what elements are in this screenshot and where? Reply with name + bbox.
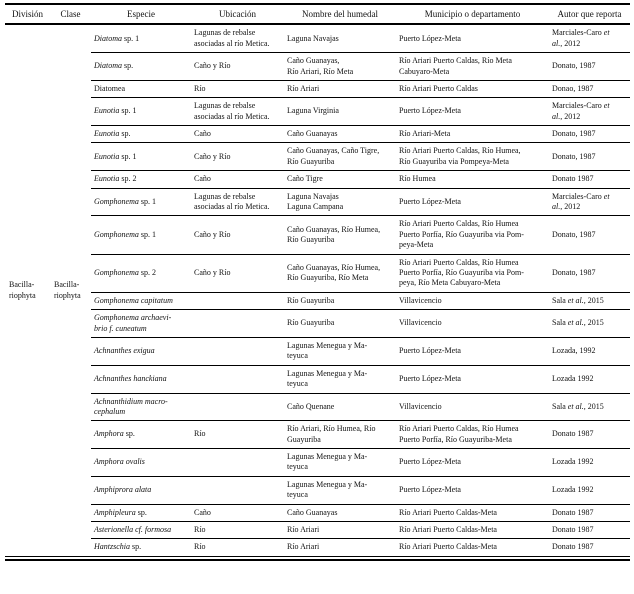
autor-cell: Donato 1987 [549, 421, 630, 449]
species-table [5, 3, 630, 557]
humedal-cell: Caño Tigre [284, 171, 396, 188]
municipio-cell: Puerto López-Meta [396, 337, 549, 365]
ubicacion-cell: Lagunas de rebalse asociadas al río Metica. [191, 188, 284, 216]
table-row [5, 188, 630, 216]
ubicacion-cell: Caño y Río [191, 216, 284, 254]
municipio-cell: Río Ariari Puerto Caldas, Río Meta Cabuyaro-Meta [396, 53, 549, 81]
table-row [5, 216, 630, 254]
humedal-cell: Laguna Virginia [284, 98, 396, 126]
ubicacion-cell: Río [191, 421, 284, 449]
autor-cell: Donato 1987 [549, 539, 630, 556]
ubicacion-cell: Caño [191, 504, 284, 521]
municipio-cell: Villavicencio [396, 393, 549, 421]
ubicacion-cell [191, 337, 284, 365]
header-clase: Clase [50, 4, 91, 24]
autor-cell: Donao, 1987 [549, 80, 630, 97]
clase-cell: Bacilla-riophyta [54, 280, 81, 300]
ubicacion-cell: Caño y Río [191, 254, 284, 292]
especie-cell: Eunotia sp. [91, 126, 191, 143]
municipio-cell: Río Humea [396, 171, 549, 188]
especie-cell: Achnanthidium macro- cephalum [91, 393, 191, 421]
humedal-cell: Caño Guanayas [284, 504, 396, 521]
autor-cell: Donato, 1987 [549, 216, 630, 254]
table-row [5, 449, 630, 477]
ubicacion-cell [191, 393, 284, 421]
header-especie: Especie [91, 4, 191, 24]
autor-cell: Sala et al., 2015 [549, 310, 630, 338]
municipio-cell: Río Ariari Puerto Caldas-Meta [396, 504, 549, 521]
municipio-cell: Río Ariari Puerto Caldas-Meta [396, 522, 549, 539]
ubicacion-cell: Caño y Río [191, 143, 284, 171]
humedal-cell: Lagunas Menegua y Ma- teyuca [284, 337, 396, 365]
especie-cell: Hantzschia sp. [91, 539, 191, 556]
table-row [5, 310, 630, 338]
humedal-cell: Río Ariari [284, 539, 396, 556]
ubicacion-cell: Caño [191, 171, 284, 188]
autor-cell: Donato, 1987 [549, 143, 630, 171]
ubicacion-cell: Lagunas de rebalse asociadas al río Metica. [194, 28, 270, 48]
humedal-cell: Caño Guanayas, Río Ariari, Río Meta [284, 53, 396, 81]
division-cell: Bacilla-riophyta [9, 280, 36, 300]
humedal-cell: Río Guayuriba [284, 310, 396, 338]
autor-cell: Lozada 1992 [549, 365, 630, 393]
table-row [5, 24, 630, 52]
municipio-cell: Río Ariari-Meta [396, 126, 549, 143]
table-row [5, 171, 630, 188]
especie-cell: Eunotia sp. 1 [91, 143, 191, 171]
especie-cell: Gomphonema sp. 1 [91, 216, 191, 254]
autor-cell: Donato 1987 [549, 171, 630, 188]
ubicacion-cell: Lagunas de rebalse asociadas al río Metica. [191, 98, 284, 126]
municipio-cell: Río Ariari Puerto Caldas, Río Humea Puerto Porfía, Río Guayuriba-Meta [396, 421, 549, 449]
ubicacion-cell [191, 449, 284, 477]
header-municipio: Municipio o departamento [396, 4, 549, 24]
especie-cell: Amphiprora alata [91, 476, 191, 504]
table-row [5, 393, 630, 421]
humedal-cell: Caño Guanayas, Caño Tigre, Río Guayuriba [284, 143, 396, 171]
especie-cell: Achnanthes hanckiana [91, 365, 191, 393]
especie-cell: Eunotia sp. 2 [91, 171, 191, 188]
ubicacion-cell [191, 310, 284, 338]
ubicacion-cell: Caño y Río [191, 53, 284, 81]
table-row [5, 143, 630, 171]
especie-cell: Diatoma sp. [91, 53, 191, 81]
especie-cell: Amphora sp. [91, 421, 191, 449]
table-row [5, 254, 630, 292]
table-header [5, 4, 630, 24]
ubicacion-cell [191, 365, 284, 393]
table-row [5, 504, 630, 521]
autor-cell: Sala et al., 2015 [549, 393, 630, 421]
table-row [5, 539, 630, 556]
humedal-cell: Lagunas Menegua y Ma- teyuca [284, 476, 396, 504]
humedal-cell: Río Ariari [284, 80, 396, 97]
autor-cell: Donato, 1987 [549, 254, 630, 292]
autor-cell: Donato 1987 [549, 504, 630, 521]
autor-cell: Marciales-Caro et al., 2012 [552, 28, 610, 48]
table-row [5, 476, 630, 504]
autor-cell: Sala et al., 2015 [549, 292, 630, 309]
especie-cell: Gomphonema archaevi- brio f. cuneatum [91, 310, 191, 338]
autor-cell: Lozada, 1992 [549, 337, 630, 365]
humedal-cell: Río Ariari, Río Humea, Río Guayuriba [284, 421, 396, 449]
humedal-cell: Lagunas Menegua y Ma- teyuca [284, 449, 396, 477]
especie-cell: Amphipleura sp. [91, 504, 191, 521]
especie-cell: Diatoma sp. 1 [94, 33, 140, 43]
table-row [5, 365, 630, 393]
humedal-cell: Lagunas Menegua y Ma- teyuca [284, 365, 396, 393]
header-humedal: Nombre del humedal [284, 4, 396, 24]
table-row [5, 53, 630, 81]
autor-cell: Marciales-Caro et al., 2012 [549, 98, 630, 126]
municipio-cell: Río Ariari Puerto Caldas, Río Humea Puerto Porfía, Río Guayuriba via Pom- peya, Río Meta Cabuyaro-Meta [396, 254, 549, 292]
humedal-cell: Río Ariari [284, 522, 396, 539]
humedal-cell: Caño Guanayas [284, 126, 396, 143]
especie-cell: Asterionella cf. formosa [91, 522, 191, 539]
especie-cell: Diatomea [91, 80, 191, 97]
table-row [5, 337, 630, 365]
header-division: División [5, 4, 50, 24]
municipio-cell: Puerto López-Meta [396, 476, 549, 504]
humedal-cell: Río Guayuriba [284, 292, 396, 309]
municipio-cell: Río Ariari Puerto Caldas-Meta [396, 539, 549, 556]
municipio-cell: Villavicencio [396, 310, 549, 338]
table-row [5, 522, 630, 539]
humedal-cell: Laguna Navajas [287, 33, 339, 43]
autor-cell: Marciales-Caro et al., 2012 [549, 188, 630, 216]
municipio-cell: Villavicencio [396, 292, 549, 309]
species-table-container [5, 3, 630, 561]
ubicacion-cell [191, 476, 284, 504]
especie-cell: Gomphonema sp. 2 [91, 254, 191, 292]
municipio-cell: Puerto López-Meta [399, 33, 461, 43]
humedal-cell: Laguna Navajas Laguna Campana [284, 188, 396, 216]
municipio-cell: Puerto López-Meta [396, 188, 549, 216]
municipio-cell: Río Ariari Puerto Caldas [396, 80, 549, 97]
header-autor: Autor que reporta [549, 4, 630, 24]
humedal-cell: Caño Guanayas, Río Humea, Río Guayuriba [284, 216, 396, 254]
municipio-cell: Puerto López-Meta [396, 365, 549, 393]
table-row [5, 292, 630, 309]
especie-cell: Achnanthes exigua [91, 337, 191, 365]
humedal-cell: Caño Quenane [284, 393, 396, 421]
header-ubicacion: Ubicación [191, 4, 284, 24]
especie-cell: Eunotia sp. 1 [91, 98, 191, 126]
municipio-cell: Puerto López-Meta [396, 449, 549, 477]
ubicacion-cell: Río [191, 522, 284, 539]
autor-cell: Donato, 1987 [549, 53, 630, 81]
ubicacion-cell: Río [191, 80, 284, 97]
municipio-cell: Río Ariari Puerto Caldas, Río Humea Puerto Porfía, Río Guayuriba via Pom- peya-Meta [396, 216, 549, 254]
table-row [5, 421, 630, 449]
municipio-cell: Puerto López-Meta [396, 98, 549, 126]
ubicacion-cell: Río [191, 539, 284, 556]
especie-cell: Amphora ovalis [91, 449, 191, 477]
table-row [5, 80, 630, 97]
header-row [5, 4, 630, 24]
ubicacion-cell [191, 292, 284, 309]
autor-cell: Donato 1987 [549, 522, 630, 539]
table-row [5, 98, 630, 126]
municipio-cell: Río Ariari Puerto Caldas, Río Humea, Río Guayuriba via Pompeya-Meta [396, 143, 549, 171]
especie-cell: Gomphonema sp. 1 [91, 188, 191, 216]
especie-cell: Gomphonema capitatum [91, 292, 191, 309]
autor-cell: Lozada 1992 [549, 449, 630, 477]
table-row [5, 126, 630, 143]
humedal-cell: Caño Guanayas, Río Humea, Río Guayuriba, Río Meta [284, 254, 396, 292]
ubicacion-cell: Caño [191, 126, 284, 143]
autor-cell: Lozada 1992 [549, 476, 630, 504]
table-body [5, 24, 630, 556]
autor-cell: Donato, 1987 [549, 126, 630, 143]
